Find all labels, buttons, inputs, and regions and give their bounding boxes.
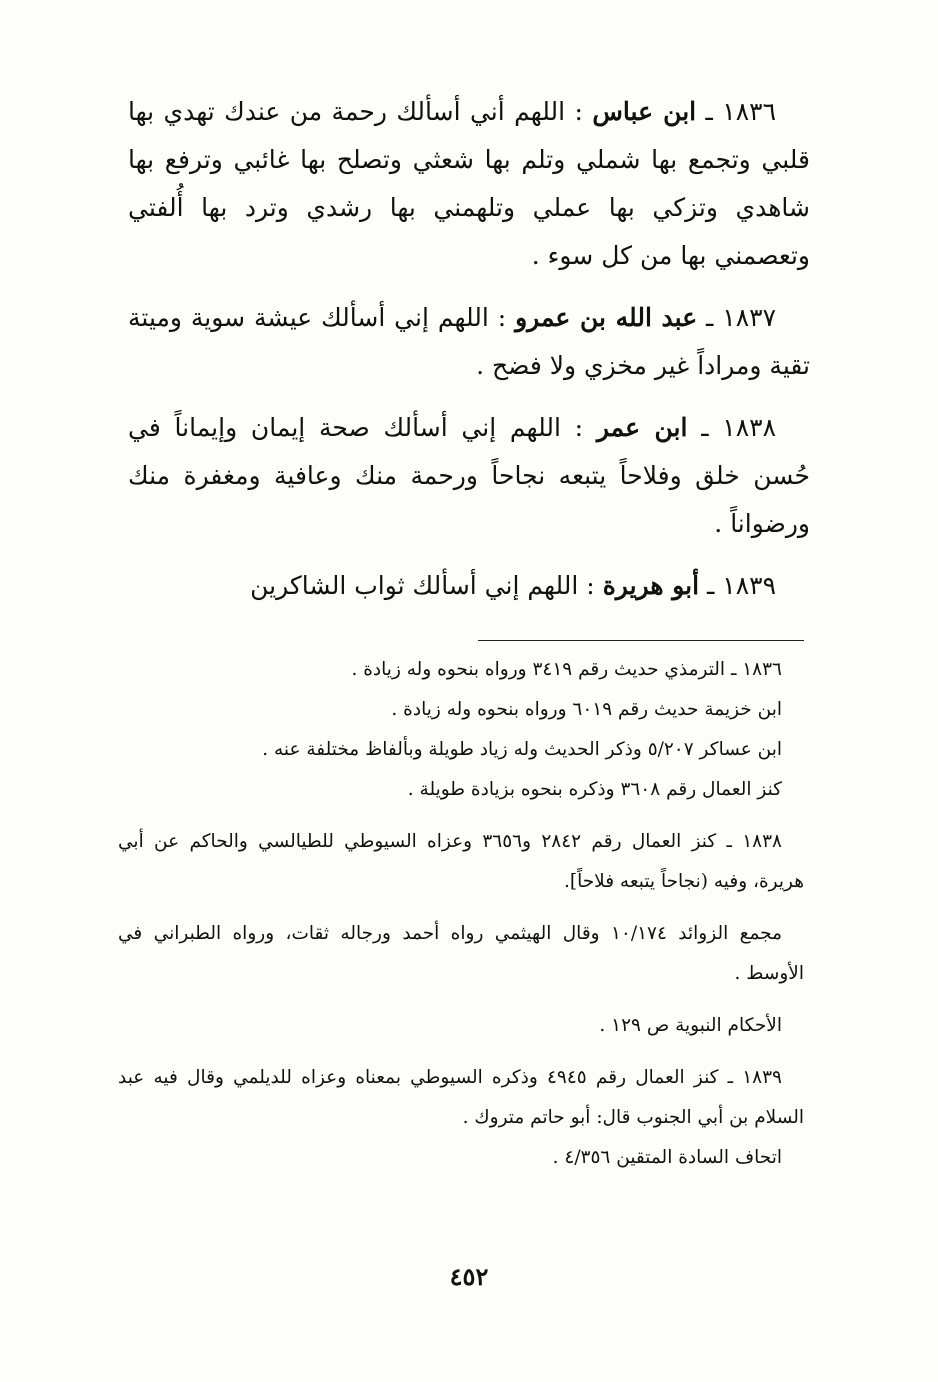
hadith-number: ١٨٣٦	[722, 97, 776, 126]
hadith-narrator: أبو هريرة	[602, 571, 700, 600]
footnote-line: ابن عساكر ٥/٢٠٧ وذكر الحديث وله زياد طويلة وبألفاظ مختلفة عنه .	[262, 739, 782, 760]
footnote-line: ١٨٣٨ ـ كنز العمال رقم ٢٨٤٢ و٣٦٥٦ وعزاه السيوطي للطيالسي والحاكم عن أبي هريرة، وفيه (نجاحاً يتبعه فلاحاً].	[118, 831, 804, 892]
hadith-number: ١٨٣٧	[722, 303, 777, 332]
footnote-block	[118, 822, 804, 902]
hadith-entry: ١٨٣٨ ـ ابن عمر : اللهم إني أسألك صحة إيمان وإيماناً في حُسن خلق وفلاحاً يتبعه نجاحاً ورحمة منك وعافية ومغفرة منك ورضواناً .	[128, 413, 810, 538]
hadith-entry: ١٨٣٦ ـ ابن عباس : اللهم أني أسألك رحمة من عندك تهدي بها قلبي وتجمع بها شملي وتلم بها شعثي وتصلح بها غائبي وترفع بها شاهدي وتزكي بها عملي وتلهمني بها رشدي وترد بها أُلفتي وتعصمني بها من كل سوء .	[128, 97, 810, 270]
hadith-entry: ١٨٣٩ ـ أبو هريرة : اللهم إني أسألك ثواب الشاكرين	[250, 571, 776, 600]
hadith-text: اللهم إني أسألك ثواب الشاكرين	[250, 571, 579, 600]
footnote-line: ١٨٣٩ ـ كنز العمال رقم ٤٩٤٥ وذكره السيوطي بمعناه وعزاه للديلمي وقال فيه عبد السلام بن أبي الجنوب قال: أبو حاتم متروك .	[118, 1067, 804, 1128]
hadith-entry: ١٨٣٧ ـ عبد الله بن عمرو : اللهم إني أسألك عيشة سوية وميتة تقية ومراداً غير مخزي ولا فضح .	[128, 303, 810, 380]
footnote-block	[118, 650, 804, 810]
hadith-text: اللهم أني أسألك رحمة من عندك تهدي بها قلبي وتجمع بها شملي وتلم بها شعثي وتصلح بها غائبي وترفع بها شاهدي وتزكي بها عملي وتلهمني بها رشدي وترد بها أُلفتي وتعصمني بها من كل سوء .	[128, 97, 810, 270]
footnote-line: اتحاف السادة المتقين ٤/٣٥٦ .	[552, 1147, 782, 1168]
footnote-block	[118, 1006, 804, 1046]
footnote-separator	[478, 640, 804, 641]
footnote-line: ١٨٣٦ ـ الترمذي حديث رقم ٣٤١٩ ورواه بنحوه وله زيادة .	[351, 659, 782, 680]
footnote-line: مجمع الزوائد ١٠/١٧٤ وقال الهيثمي رواه أحمد ورجاله ثقات، ورواه الطبراني في الأوسط .	[118, 923, 804, 984]
hadith-narrator: عبد الله بن عمرو	[515, 303, 698, 332]
footnote-line: ابن خزيمة حديث رقم ٦٠١٩ ورواه بنحوه وله زيادة .	[391, 699, 782, 720]
hadith-number: ١٨٣٩	[722, 571, 776, 600]
footnote-block	[118, 914, 804, 994]
hadith-number: ١٨٣٨	[722, 413, 776, 442]
hadith-narrator: ابن عمر	[596, 413, 688, 442]
footnote-line: الأحكام النبوية ص ١٢٩ .	[599, 1015, 782, 1036]
footnotes	[118, 650, 804, 1190]
footnote-block	[118, 1058, 804, 1178]
hadith-text: اللهم إني أسألك عيشة سوية وميتة تقية ومراداً غير مخزي ولا فضح .	[128, 303, 810, 380]
footnote-line: كنز العمال رقم ٣٦٠٨ وذكره بنحوه بزيادة طويلة .	[407, 779, 782, 800]
hadith-entries	[128, 88, 810, 624]
page-number: ٤٥٢	[449, 1262, 489, 1291]
hadith-narrator: ابن عباس	[592, 97, 697, 126]
hadith-text: اللهم إني أسألك صحة إيمان وإيماناً في حُسن خلق وفلاحاً يتبعه نجاحاً ورحمة منك وعافية ومغفرة منك ورضواناً .	[128, 413, 810, 538]
